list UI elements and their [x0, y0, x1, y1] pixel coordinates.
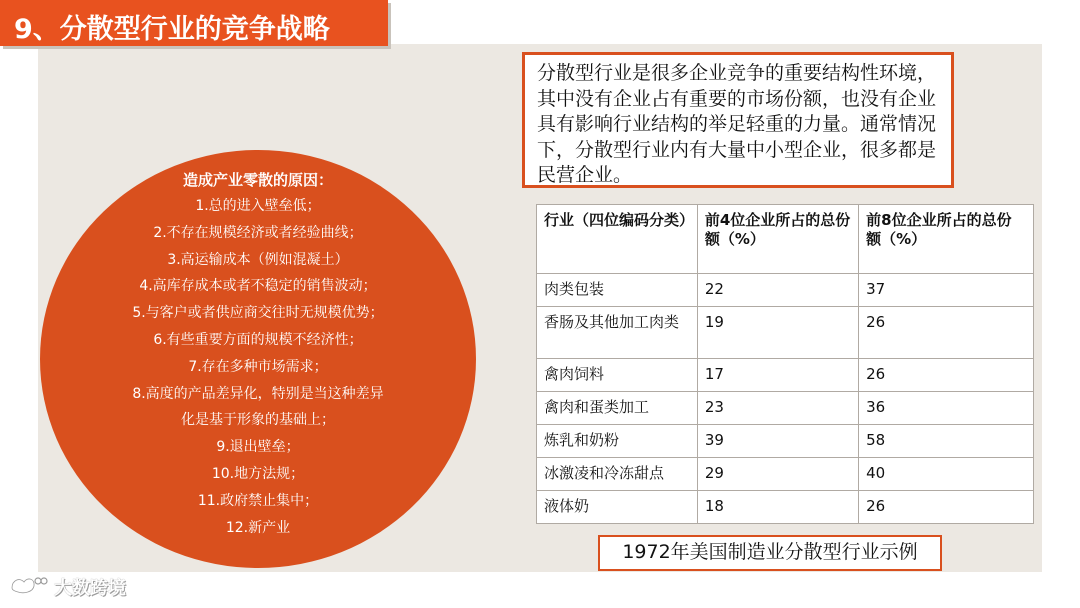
table-header-row: [537, 205, 1034, 274]
table-caption: 1972年美国制造业分散型行业示例: [598, 535, 942, 571]
reasons-content: [74, 171, 442, 541]
cell-top4: 23: [697, 392, 858, 425]
cell-top4: 17: [697, 359, 858, 392]
industry-table: [536, 204, 1034, 524]
reason-item: 2.不存在规模经济或者经验曲线；: [153, 224, 363, 241]
reason-item: 11.政府禁止集中；: [197, 492, 319, 509]
title-bar: [0, 0, 388, 46]
watermark-text: 大数跨境: [54, 578, 126, 599]
table-row: [537, 307, 1034, 359]
cell-top8: 37: [859, 274, 1034, 307]
table-row: [537, 359, 1034, 392]
cell-top8: 26: [859, 359, 1034, 392]
cell-industry: 肉类包装: [537, 274, 698, 307]
header-top4-share: 前4位企业所占的总份额（%）: [697, 205, 858, 274]
reason-item: 化是基于形象的基础上；: [181, 412, 335, 429]
cell-top8: 58: [859, 425, 1034, 458]
header-top8-share: 前8位企业所占的总份额（%）: [859, 205, 1034, 274]
reason-item: 4.高库存成本或者不稳定的销售波动；: [139, 278, 377, 295]
cell-top8: 26: [859, 491, 1034, 524]
cell-top4: 18: [697, 491, 858, 524]
reason-item: 6.有些重要方面的规模不经济性；: [153, 331, 363, 348]
cell-top8: 36: [859, 392, 1034, 425]
table-row: [537, 425, 1034, 458]
reason-item: 7.存在多种市场需求；: [188, 358, 328, 375]
cell-top8: 40: [859, 458, 1034, 491]
cell-top4: 39: [697, 425, 858, 458]
watermark: [8, 574, 126, 600]
reason-item: 12.新产业: [225, 519, 291, 536]
table-row: [537, 458, 1034, 491]
reasons-heading: 造成产业零散的原因：: [182, 171, 333, 189]
reason-item: 9.退出壁垒；: [216, 439, 300, 456]
table-row: [537, 491, 1034, 524]
reason-item: 10.地方法规；: [211, 465, 305, 482]
watermark-logo-icon: [8, 574, 48, 600]
cell-industry: 炼乳和奶粉: [537, 425, 698, 458]
reason-item: 1.总的进入壁垒低；: [195, 198, 321, 214]
cell-top4: 29: [697, 458, 858, 491]
reason-item: 8.高度的产品差异化，特别是当这种差异: [132, 385, 384, 402]
table-row: [537, 274, 1034, 307]
cell-top8: 26: [859, 307, 1034, 359]
reason-item: 3.高运输成本（例如混凝土）: [167, 251, 349, 268]
cell-industry: 液体奶: [537, 491, 698, 524]
header-industry: 行业（四位编码分类）: [537, 205, 698, 274]
table-row: [537, 392, 1034, 425]
cell-industry: 禽肉和蛋类加工: [537, 392, 698, 425]
description-box: 分散型行业是很多企业竞争的重要结构性环境，其中没有企业占有重要的市场份额，也没有企业具有影响行业结构的举足轻重的力量。通常情况下，分散型行业内有大量中小型企业，很多都是民营企业。: [522, 52, 954, 188]
cell-top4: 19: [697, 307, 858, 359]
cell-industry: 香肠及其他加工肉类: [537, 307, 698, 359]
cell-industry: 冰激凌和冷冻甜点: [537, 458, 698, 491]
reason-item: 5.与客户或者供应商交往时无规模优势；: [132, 305, 384, 322]
page-title: 9、分散型行业的竞争战略: [14, 14, 330, 45]
cell-industry: 禽肉饲料: [537, 359, 698, 392]
cell-top4: 22: [697, 274, 858, 307]
